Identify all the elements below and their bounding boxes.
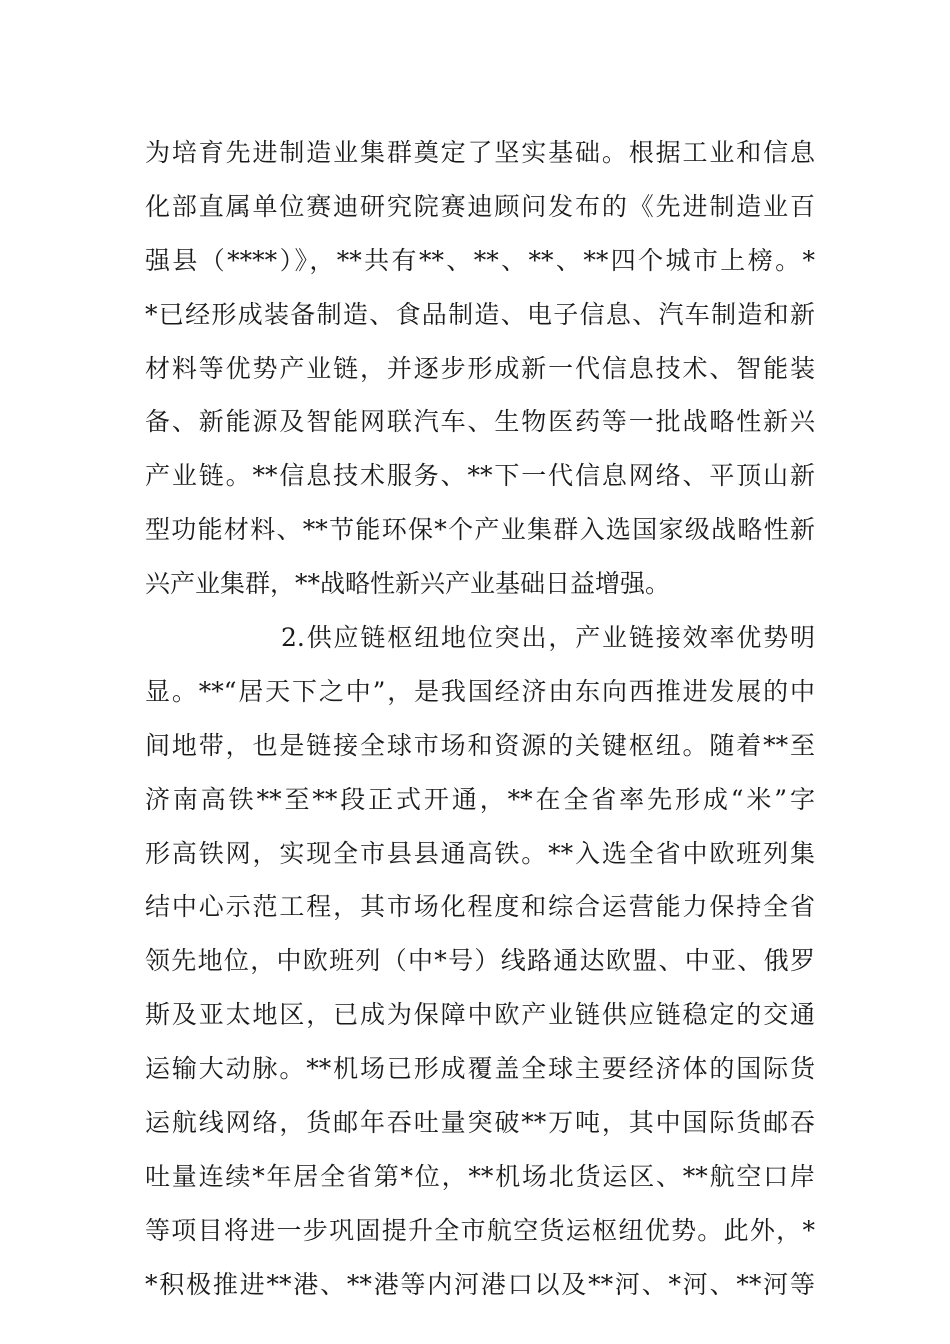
text-line: 结中心示范工程，其市场化程度和综合运营能力保持全省 — [145, 892, 815, 922]
text-line: 产业链。**信息技术服务、**下一代信息网络、平顶山新 — [145, 461, 815, 491]
text-line: 领先地位，中欧班列（中*号）线路通达欧盟、中亚、俄罗 — [145, 946, 815, 976]
text-line: 济南高铁**至**段正式开通，**在全省率先形成“米”字 — [145, 784, 815, 814]
text-line: 间地带，也是链接全球市场和资源的关键枢纽。随着**至 — [145, 730, 815, 760]
text-line: 形高铁网，实现全市县县通高铁。**入选全省中欧班列集 — [145, 838, 815, 868]
text-line: 运航线网络，货邮年吞吐量突破**万吨，其中国际货邮吞 — [145, 1108, 815, 1138]
text-line: *积极推进**港、**港等内河港口以及**河、*河、**河等 — [145, 1269, 815, 1299]
text-line: 等项目将进一步巩固提升全市航空货运枢纽优势。此外，* — [145, 1215, 815, 1245]
section-heading-line: 2.供应链枢纽地位突出，产业链接效率优势明 — [281, 623, 815, 653]
text-line: 运输大动脉。**机场已形成覆盖全球主要经济体的国际货 — [145, 1054, 815, 1084]
text-line: 强县（****）》，**共有**、**、**、**四个城市上榜。* — [145, 245, 815, 275]
text-line: 化部直属单位赛迪研究院赛迪顾问发布的《先进制造业百 — [145, 191, 815, 221]
text-line: 型功能材料、**节能环保*个产业集群入选国家级战略性新 — [145, 515, 815, 545]
text-line: 显。**“居天下之中”，是我国经济由东向西推进发展的中 — [145, 676, 815, 706]
text-line: 吐量连续*年居全省第*位，**机场北货运区、**航空口岸 — [145, 1161, 815, 1191]
text-line: 材料等优势产业链，并逐步形成新一代信息技术、智能装 — [145, 353, 815, 383]
text-line: 备、新能源及智能网联汽车、生物医药等一批战略性新兴 — [145, 407, 815, 437]
text-line: *已经形成装备制造、食品制造、电子信息、汽车制造和新 — [145, 299, 815, 329]
paragraph-end-line: 兴产业集群，**战略性新兴产业基础日益增强。 — [145, 569, 671, 599]
text-line: 为培育先进制造业集群奠定了坚实基础。根据工业和信息 — [145, 138, 815, 167]
body-text — [145, 126, 815, 1312]
text-line: 斯及亚太地区，已成为保障中欧产业链供应链稳定的交通 — [145, 1000, 815, 1030]
